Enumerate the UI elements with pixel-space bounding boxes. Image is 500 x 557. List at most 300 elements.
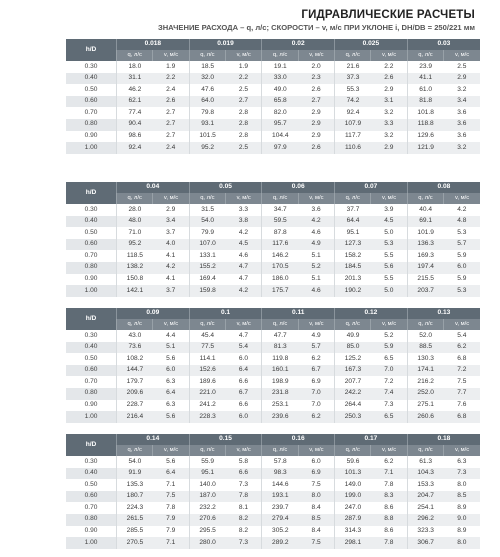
slope-header: 0.03 [407, 39, 480, 50]
hd-value: 0.80 [66, 388, 117, 400]
flow-rate-value: 57.8 [262, 456, 298, 468]
flow-rate-value: 23.9 [407, 61, 443, 73]
velocity-value: 1.9 [226, 61, 262, 73]
velocity-value: 4.2 [444, 204, 480, 216]
velocity-value: 5.1 [153, 342, 189, 354]
hd-value: 0.90 [66, 131, 117, 143]
hd-value: 0.80 [66, 119, 117, 131]
flow-rate-value: 31.5 [189, 204, 225, 216]
flow-rate-value: 92.4 [335, 107, 371, 119]
velocity-value: 8.0 [444, 537, 480, 549]
velocity-header: v, м/с [371, 319, 407, 330]
hd-value: 0.70 [66, 250, 117, 262]
velocity-value: 6.4 [153, 468, 189, 480]
table-row [66, 330, 480, 342]
velocity-value: 5.9 [371, 342, 407, 354]
velocity-value: 3.3 [226, 204, 262, 216]
flow-rate-value: 167.3 [335, 365, 371, 377]
velocity-value: 6.7 [298, 365, 334, 377]
velocity-value: 2.5 [226, 84, 262, 96]
flow-rate-value: 142.1 [117, 285, 153, 297]
flow-rate-value: 65.8 [262, 96, 298, 108]
flow-rate-value: 101.8 [407, 107, 443, 119]
flow-rate-value: 127.3 [335, 239, 371, 251]
flow-rate-value: 252.0 [407, 388, 443, 400]
flow-rate-value: 190.2 [335, 285, 371, 297]
flow-rate-value: 298.1 [335, 537, 371, 549]
flow-rate-value: 47.6 [189, 84, 225, 96]
flow-rate-value: 79.8 [189, 107, 225, 119]
flow-rate-value: 150.8 [117, 274, 153, 286]
slope-header: 0.06 [262, 182, 335, 193]
flow-rate-value: 296.2 [407, 514, 443, 526]
velocity-value: 6.9 [298, 468, 334, 480]
velocity-value: 8.4 [298, 526, 334, 538]
flow-rate-value: 199.0 [335, 491, 371, 503]
velocity-value: 3.4 [153, 216, 189, 228]
velocity-value: 1.9 [153, 61, 189, 73]
velocity-value: 3.6 [444, 107, 480, 119]
velocity-value: 5.2 [371, 330, 407, 342]
flow-rate-value: 254.1 [407, 502, 443, 514]
slope-header: 0.15 [189, 434, 262, 445]
velocity-value: 6.7 [226, 388, 262, 400]
velocity-value: 2.9 [444, 73, 480, 85]
velocity-header: v, м/с [298, 445, 334, 456]
slope-header: 0.11 [262, 308, 335, 319]
velocity-value: 7.2 [371, 376, 407, 388]
table-row [66, 365, 480, 377]
velocity-value: 5.3 [444, 227, 480, 239]
hd-value: 0.60 [66, 96, 117, 108]
slope-header: 0.12 [335, 308, 408, 319]
flow-rate-header: q, л/с [262, 319, 298, 330]
flow-rate-value: 160.1 [262, 365, 298, 377]
velocity-value: 7.5 [298, 537, 334, 549]
velocity-value: 7.3 [226, 537, 262, 549]
flow-rate-value: 158.2 [335, 250, 371, 262]
velocity-value: 8.5 [444, 491, 480, 503]
velocity-value: 2.9 [153, 204, 189, 216]
velocity-header: v, м/с [153, 50, 189, 61]
hd-value: 0.50 [66, 84, 117, 96]
hd-value: 0.40 [66, 342, 117, 354]
flow-rate-header: q, л/с [117, 193, 153, 204]
velocity-value: 7.0 [298, 388, 334, 400]
flow-rate-value: 69.1 [407, 216, 443, 228]
table-row [66, 491, 480, 503]
flow-rate-value: 117.7 [335, 131, 371, 143]
flow-rate-value: 187.0 [189, 491, 225, 503]
table-row [66, 411, 480, 423]
flow-rate-value: 152.6 [189, 365, 225, 377]
velocity-value: 4.2 [298, 216, 334, 228]
flow-rate-value: 138.2 [117, 262, 153, 274]
flow-rate-value: 61.3 [407, 456, 443, 468]
velocity-value: 5.1 [298, 250, 334, 262]
table-row [66, 204, 480, 216]
velocity-value: 4.6 [298, 285, 334, 297]
velocity-value: 4.9 [298, 330, 334, 342]
velocity-value: 5.0 [371, 227, 407, 239]
velocity-header: v, м/с [226, 445, 262, 456]
flow-rate-value: 37.7 [335, 204, 371, 216]
flow-rate-value: 101.5 [189, 131, 225, 143]
velocity-value: 5.5 [371, 274, 407, 286]
flow-rate-value: 28.0 [117, 204, 153, 216]
velocity-value: 8.9 [444, 502, 480, 514]
table-row [66, 376, 480, 388]
flow-rate-header: q, л/с [189, 445, 225, 456]
velocity-header: v, м/с [371, 193, 407, 204]
velocity-value: 6.3 [444, 456, 480, 468]
velocity-value: 6.2 [298, 353, 334, 365]
hd-value: 0.60 [66, 491, 117, 503]
velocity-value: 6.6 [226, 376, 262, 388]
flow-rate-value: 81.3 [262, 342, 298, 354]
slope-header: 0.05 [189, 182, 262, 193]
flow-rate-value: 34.7 [262, 204, 298, 216]
velocity-value: 7.8 [371, 479, 407, 491]
flow-rate-value: 146.2 [262, 250, 298, 262]
flow-rate-value: 98.3 [262, 468, 298, 480]
hd-column-header: h/D [66, 434, 117, 456]
velocity-value: 7.5 [153, 491, 189, 503]
velocity-value: 8.9 [444, 526, 480, 538]
flow-rate-value: 118.5 [117, 250, 153, 262]
velocity-value: 2.4 [153, 142, 189, 154]
velocity-value: 5.9 [444, 250, 480, 262]
flow-rate-value: 46.2 [117, 84, 153, 96]
flow-rate-value: 47.7 [262, 330, 298, 342]
velocity-value: 4.8 [444, 216, 480, 228]
flow-rate-value: 186.0 [262, 274, 298, 286]
flow-rate-value: 101.9 [407, 227, 443, 239]
flow-rate-value: 32.0 [189, 73, 225, 85]
velocity-value: 7.3 [226, 479, 262, 491]
flow-rate-value: 48.0 [117, 216, 153, 228]
hd-value: 0.90 [66, 400, 117, 412]
flow-rate-value: 31.1 [117, 73, 153, 85]
velocity-value: 7.1 [371, 468, 407, 480]
slope-header: 0.17 [335, 434, 408, 445]
flow-rate-value: 207.7 [335, 376, 371, 388]
table-row [66, 502, 480, 514]
flow-rate-header: q, л/с [407, 50, 443, 61]
velocity-value: 4.5 [371, 216, 407, 228]
velocity-value: 4.5 [226, 239, 262, 251]
table-row [66, 274, 480, 286]
velocity-value: 5.7 [298, 342, 334, 354]
flow-rate-header: q, л/с [407, 193, 443, 204]
flow-rate-value: 118.8 [407, 119, 443, 131]
table-row [66, 84, 480, 96]
hd-value: 0.70 [66, 502, 117, 514]
velocity-value: 2.9 [298, 131, 334, 143]
velocity-header: v, м/с [371, 445, 407, 456]
velocity-value: 6.9 [298, 376, 334, 388]
velocity-value: 6.0 [444, 262, 480, 274]
velocity-value: 6.2 [444, 342, 480, 354]
flow-rate-value: 130.3 [407, 353, 443, 365]
flow-rate-value: 90.4 [117, 119, 153, 131]
flow-rate-value: 55.9 [189, 456, 225, 468]
velocity-value: 3.2 [371, 107, 407, 119]
flow-rate-value: 170.5 [262, 262, 298, 274]
flow-rate-value: 204.7 [407, 491, 443, 503]
velocity-value: 4.1 [153, 250, 189, 262]
slope-header: 0.09 [117, 308, 190, 319]
velocity-value: 9.0 [444, 514, 480, 526]
flow-rate-value: 264.4 [335, 400, 371, 412]
velocity-value: 3.4 [444, 96, 480, 108]
hd-value: 0.90 [66, 274, 117, 286]
velocity-value: 6.4 [153, 388, 189, 400]
slope-header: 0.018 [117, 39, 190, 50]
flow-rate-value: 91.9 [117, 468, 153, 480]
slope-header: 0.07 [335, 182, 408, 193]
velocity-value: 2.9 [298, 119, 334, 131]
flow-rate-header: q, л/с [117, 319, 153, 330]
velocity-value: 2.9 [298, 107, 334, 119]
slope-header: 0.1 [189, 308, 262, 319]
velocity-header: v, м/с [371, 50, 407, 61]
flow-rate-value: 77.5 [189, 342, 225, 354]
velocity-value: 5.7 [444, 239, 480, 251]
velocity-value: 2.9 [371, 142, 407, 154]
flow-rate-value: 159.8 [189, 285, 225, 297]
flow-rate-header: q, л/с [189, 50, 225, 61]
velocity-value: 6.0 [298, 456, 334, 468]
flow-rate-value: 40.4 [407, 204, 443, 216]
flow-rate-value: 33.0 [262, 73, 298, 85]
flow-rate-value: 41.1 [407, 73, 443, 85]
velocity-value: 7.5 [444, 376, 480, 388]
velocity-value: 7.8 [226, 491, 262, 503]
hd-value: 0.50 [66, 353, 117, 365]
flow-rate-value: 97.9 [262, 142, 298, 154]
velocity-value: 5.6 [153, 353, 189, 365]
flow-rate-value: 289.2 [262, 537, 298, 549]
velocity-value: 5.4 [444, 330, 480, 342]
velocity-header: v, м/с [298, 193, 334, 204]
velocity-value: 3.8 [226, 216, 262, 228]
velocity-value: 3.7 [153, 285, 189, 297]
velocity-value: 6.5 [371, 353, 407, 365]
table-row [66, 514, 480, 526]
velocity-value: 7.2 [444, 365, 480, 377]
flow-rate-value: 174.1 [407, 365, 443, 377]
velocity-value: 4.2 [226, 285, 262, 297]
velocity-value: 4.6 [298, 227, 334, 239]
table-row [66, 61, 480, 73]
flow-rate-value: 135.3 [117, 479, 153, 491]
flow-rate-header: q, л/с [407, 319, 443, 330]
hydraulic-table-1 [66, 39, 480, 154]
flow-rate-header: q, л/с [335, 319, 371, 330]
table-row [66, 537, 480, 549]
flow-table [66, 39, 480, 154]
velocity-value: 8.2 [226, 526, 262, 538]
flow-rate-value: 71.0 [117, 227, 153, 239]
hydraulic-table-4 [66, 434, 480, 549]
velocity-value: 8.8 [371, 514, 407, 526]
flow-rate-value: 74.2 [335, 96, 371, 108]
velocity-header: v, м/с [298, 319, 334, 330]
table-row [66, 456, 480, 468]
flow-rate-value: 270.6 [189, 514, 225, 526]
velocity-value: 4.1 [153, 274, 189, 286]
hydraulic-table-3 [66, 308, 480, 423]
hd-value: 1.00 [66, 411, 117, 423]
velocity-value: 5.8 [226, 456, 262, 468]
flow-rate-value: 179.7 [117, 376, 153, 388]
flow-rate-value: 198.9 [262, 376, 298, 388]
table-row [66, 227, 480, 239]
velocity-value: 5.1 [298, 274, 334, 286]
flow-rate-value: 144.6 [262, 479, 298, 491]
flow-rate-value: 55.3 [335, 84, 371, 96]
flow-rate-value: 125.2 [335, 353, 371, 365]
flow-rate-value: 306.7 [407, 537, 443, 549]
velocity-header: v, м/с [226, 193, 262, 204]
velocity-value: 8.6 [371, 526, 407, 538]
velocity-value: 8.4 [298, 502, 334, 514]
velocity-value: 2.6 [298, 84, 334, 96]
velocity-value: 7.6 [444, 400, 480, 412]
velocity-value: 3.2 [444, 142, 480, 154]
velocity-value: 4.4 [153, 330, 189, 342]
hd-value: 1.00 [66, 285, 117, 297]
flow-rate-value: 136.3 [407, 239, 443, 251]
table-row [66, 216, 480, 228]
velocity-value: 2.9 [371, 84, 407, 96]
velocity-value: 8.6 [371, 502, 407, 514]
velocity-value: 7.4 [371, 388, 407, 400]
flow-rate-value: 93.1 [189, 119, 225, 131]
velocity-value: 6.6 [226, 468, 262, 480]
flow-rate-value: 239.7 [262, 502, 298, 514]
flow-rate-value: 149.0 [335, 479, 371, 491]
velocity-value: 8.0 [444, 479, 480, 491]
table-row [66, 119, 480, 131]
table-row [66, 73, 480, 85]
velocity-value: 5.3 [444, 285, 480, 297]
velocity-value: 6.0 [226, 411, 262, 423]
velocity-value: 3.6 [444, 131, 480, 143]
velocity-value: 6.2 [298, 411, 334, 423]
velocity-value: 2.5 [444, 61, 480, 73]
table-row [66, 131, 480, 143]
flow-rate-value: 107.0 [189, 239, 225, 251]
page-title: ГИДРАВЛИЧЕСКИЕ РАСЧЕТЫ [301, 9, 475, 21]
velocity-value: 2.6 [153, 96, 189, 108]
slope-header: 0.02 [262, 39, 335, 50]
hd-value: 0.30 [66, 61, 117, 73]
velocity-value: 2.7 [298, 96, 334, 108]
velocity-value: 3.2 [371, 131, 407, 143]
flow-rate-value: 104.4 [262, 131, 298, 143]
flow-rate-value: 88.5 [407, 342, 443, 354]
velocity-value: 4.2 [153, 262, 189, 274]
velocity-header: v, м/с [298, 50, 334, 61]
velocity-value: 6.3 [153, 376, 189, 388]
flow-rate-value: 314.3 [335, 526, 371, 538]
velocity-value: 7.9 [153, 526, 189, 538]
table-row [66, 250, 480, 262]
velocity-value: 8.3 [371, 491, 407, 503]
flow-table [66, 182, 480, 297]
velocity-value: 7.5 [298, 479, 334, 491]
flow-rate-header: q, л/с [189, 319, 225, 330]
flow-rate-value: 287.9 [335, 514, 371, 526]
table-row [66, 96, 480, 108]
hd-column-header: h/D [66, 182, 117, 204]
flow-rate-header: q, л/с [262, 193, 298, 204]
velocity-value: 7.7 [444, 388, 480, 400]
slope-header: 0.14 [117, 434, 190, 445]
flow-rate-value: 92.4 [117, 142, 153, 154]
velocity-value: 7.3 [371, 400, 407, 412]
flow-rate-value: 153.3 [407, 479, 443, 491]
slope-header: 0.16 [262, 434, 335, 445]
hd-column-header: h/D [66, 39, 117, 61]
velocity-value: 5.6 [371, 262, 407, 274]
flow-rate-value: 107.9 [335, 119, 371, 131]
flow-rate-value: 129.6 [407, 131, 443, 143]
velocity-value: 5.4 [226, 342, 262, 354]
flow-rate-value: 108.2 [117, 353, 153, 365]
velocity-value: 7.0 [371, 365, 407, 377]
flow-rate-value: 45.4 [189, 330, 225, 342]
flow-table [66, 434, 480, 549]
flow-rate-value: 54.0 [189, 216, 225, 228]
flow-rate-value: 228.7 [117, 400, 153, 412]
hd-value: 1.00 [66, 537, 117, 549]
table-row [66, 239, 480, 251]
flow-rate-value: 85.0 [335, 342, 371, 354]
velocity-value: 5.9 [444, 274, 480, 286]
flow-rate-header: q, л/с [189, 193, 225, 204]
velocity-value: 6.5 [371, 411, 407, 423]
velocity-value: 8.1 [226, 502, 262, 514]
velocity-value: 7.1 [153, 479, 189, 491]
flow-rate-value: 64.4 [335, 216, 371, 228]
flow-rate-value: 250.3 [335, 411, 371, 423]
flow-rate-value: 228.3 [189, 411, 225, 423]
flow-rate-value: 77.4 [117, 107, 153, 119]
flow-rate-value: 155.2 [189, 262, 225, 274]
table-row [66, 468, 480, 480]
flow-rate-value: 295.5 [189, 526, 225, 538]
flow-rate-header: q, л/с [335, 445, 371, 456]
velocity-value: 4.7 [226, 274, 262, 286]
flow-rate-value: 140.0 [189, 479, 225, 491]
flow-rate-value: 261.5 [117, 514, 153, 526]
velocity-value: 5.2 [298, 262, 334, 274]
velocity-header: v, м/с [153, 445, 189, 456]
slope-header: 0.04 [117, 182, 190, 193]
flow-rate-value: 49.9 [335, 330, 371, 342]
flow-rate-value: 216.4 [117, 411, 153, 423]
flow-rate-value: 180.7 [117, 491, 153, 503]
velocity-value: 4.0 [153, 239, 189, 251]
hd-value: 0.60 [66, 239, 117, 251]
flow-rate-value: 305.2 [262, 526, 298, 538]
slope-header: 0.025 [335, 39, 408, 50]
table-row [66, 107, 480, 119]
slope-header: 0.019 [189, 39, 262, 50]
